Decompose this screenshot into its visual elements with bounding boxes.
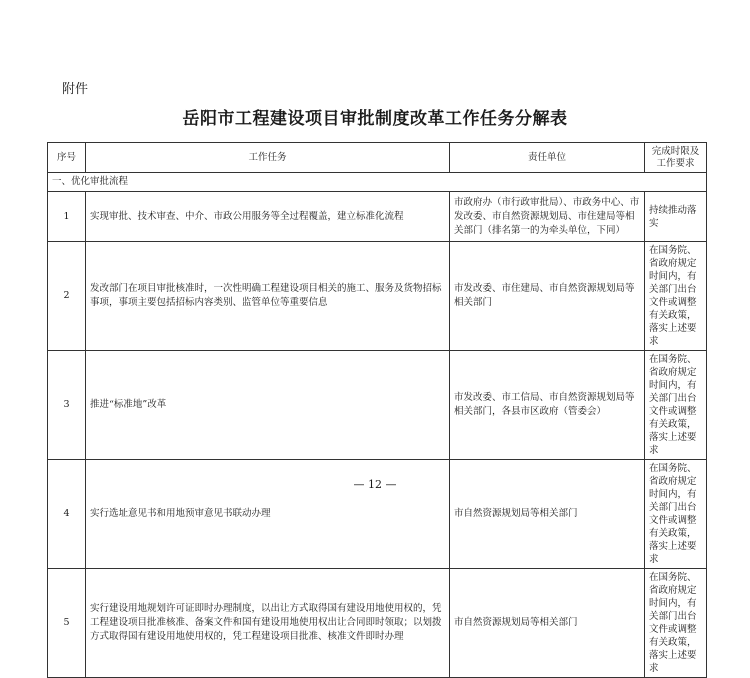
header-task: 工作任务 [86,143,450,173]
row-unit: 市发改委、市住建局、市自然资源规划局等相关部门 [450,242,645,351]
row-task: 实现审批、技术审查、中介、市政公用服务等全过程覆盖，建立标准化流程 [86,192,450,242]
row-unit: 市自然资源规划局等相关部门 [450,569,645,678]
row-task: 实行建设用地规划许可证即时办理制度，以出让方式取得国有建设用地使用权的，凭工程建设项目批准核准、备案文件和国有建设用地使用权出让合同即时领取；以划拨方式取得国有建设用地使用权的，凭工程建设项目批准、核准文件即时办理 [86,569,450,678]
row-deadline: 在国务院、省政府规定时间内，有关部门出台文件或调整有关政策，落实上述要求 [645,569,707,678]
attachment-label: 附件 [62,82,89,97]
row-task: 推进“标准地”改革 [86,351,450,460]
table-row [48,569,707,678]
row-task: 发改部门在项目审批核准时，一次性明确工程建设项目相关的施工、服务及货物招标事项，事项主要包括招标内容类别、监管单位等重要信息 [86,242,450,351]
row-seq: 5 [48,569,86,678]
table-row [48,351,707,460]
table-row [48,460,707,569]
row-unit: 市发改委、市工信局、市自然资源规划局等相关部门，各县市区政府（管委会） [450,351,645,460]
row-deadline: 持续推动落实 [645,192,707,242]
row-deadline: 在国务院、省政府规定时间内，有关部门出台文件或调整有关政策，落实上述要求 [645,351,707,460]
row-task: 实行选址意见书和用地预审意见书联动办理 [86,460,450,569]
row-seq: 3 [48,351,86,460]
section-heading: 一、优化审批流程 [48,173,707,192]
header-unit: 责任单位 [450,143,645,173]
task-table [47,142,707,678]
table-header-row [48,143,707,173]
table-row [48,242,707,351]
document-title: 岳阳市工程建设项目审批制度改革工作任务分解表 [182,109,568,129]
row-deadline: 在国务院、省政府规定时间内，有关部门出台文件或调整有关政策，落实上述要求 [645,242,707,351]
row-unit: 市政府办（市行政审批局）、市政务中心、市发改委、市自然资源规划局、市住建局等相关部门（排名第一的为牵头单位，下同） [450,192,645,242]
header-seq: 序号 [48,143,86,173]
row-unit: 市自然资源规划局等相关部门 [450,460,645,569]
header-deadline: 完成时限及 工作要求 [645,143,707,173]
table-row [48,192,707,242]
section-row [48,173,707,192]
row-seq: 4 [48,460,86,569]
row-seq: 1 [48,192,86,242]
page-number: — 12 — [353,478,397,491]
row-deadline: 在国务院、省政府规定时间内，有关部门出台文件或调整有关政策，落实上述要求 [645,460,707,569]
row-seq: 2 [48,242,86,351]
